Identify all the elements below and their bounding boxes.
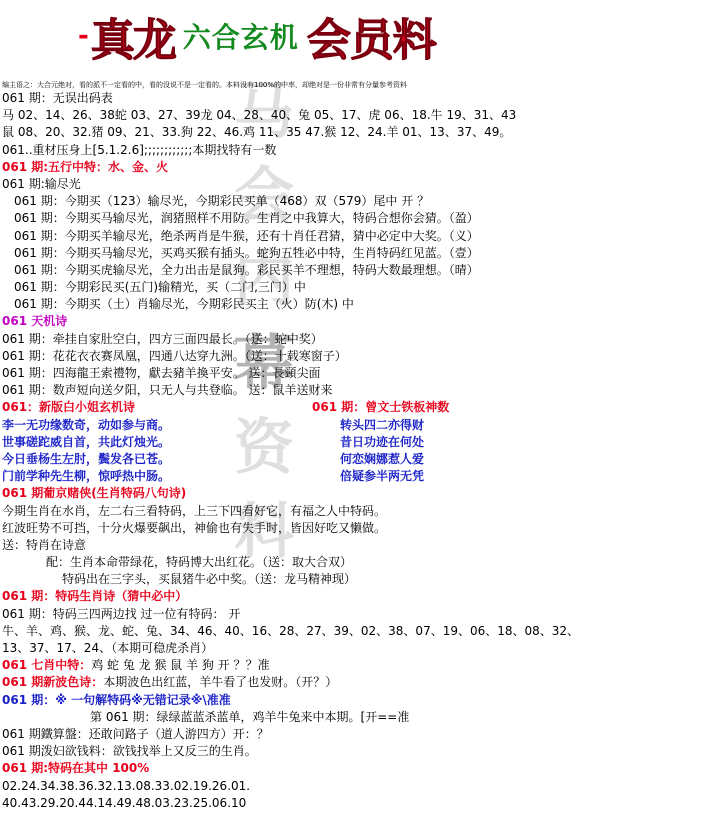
line-text: 本期波色出红蓝，羊牛看了也发财。（开？） bbox=[103, 675, 338, 690]
watermark-char: 内 bbox=[234, 245, 294, 315]
section-heading: 061 期新波色诗： bbox=[2, 675, 104, 690]
title-dash: - bbox=[78, 21, 89, 51]
line: 061 期：今期买（土）肖输尽光，今期彩民买主（火）防(木) 中 bbox=[14, 297, 354, 312]
line: 061 期：四海龍王索禮物，獻去豬羊換平安。 送：長頸尖面 bbox=[2, 366, 321, 380]
watermark-char: 料 bbox=[234, 497, 294, 567]
line-text: 鸡 蛇 兔 龙 猴 鼠 羊 狗 开 ？？准 bbox=[91, 658, 270, 673]
two-column-line bbox=[0, 451, 720, 468]
watermark-char: 幕 bbox=[234, 329, 294, 399]
title-member: 会员料 bbox=[306, 15, 436, 66]
line: 红波旺势不可挡，十分火爆要飙出，神偷也有失手时，皆因好吃又懒做。 bbox=[2, 520, 387, 535]
line: 送：特肖在诗意 bbox=[2, 537, 87, 552]
content bbox=[0, 80, 720, 812]
section-heading: 061 七肖中特： bbox=[2, 658, 92, 673]
two-column-line bbox=[0, 417, 720, 434]
section-heading: 061 期:五行中特：水、金、火 bbox=[2, 159, 169, 174]
poem-line: 何恋娴娜惹人爱 bbox=[340, 451, 425, 466]
line: 061 期：今期买（123）输尽光，今期彩民买单（468）双（579）尾中 开 ？ bbox=[14, 194, 430, 209]
line: 061 期：牵挂自家肚空白，四方三面四最长。（送：蛇中奖） bbox=[2, 331, 323, 346]
two-column-line bbox=[0, 399, 720, 416]
section-heading: 061 期：※ 一句解特码※无错记录※\准准 bbox=[2, 692, 231, 707]
poem-line: 转头四二亦得财 bbox=[340, 417, 425, 432]
line: 061 期：特码三四两边找 过一位有特码： 开 bbox=[2, 606, 241, 621]
line: 061 期：今期买羊输尽光，绝杀两肖是牛猴，还有十肖任君猜，猜中必定中大奖。（义） bbox=[14, 228, 479, 243]
section-heading: 061 期葡京赌侠(生肖特码八句诗) bbox=[2, 486, 187, 501]
two-column-line bbox=[0, 434, 720, 451]
section-heading: 061：新版白小姐玄机诗 bbox=[2, 400, 136, 415]
poem-line: 门前学种先生柳，惊呼热中肠。 bbox=[2, 469, 171, 484]
disclaimer-note: 编主语之：大合元绝对，看的派不一定看的中，看的没说不是一定看的。本料没有100%的中率，却绝对是一份非常有分量参考资料 bbox=[2, 81, 408, 89]
line bbox=[0, 657, 720, 674]
poem-line: 倍疑参半两无凭 bbox=[340, 469, 425, 484]
page-title bbox=[78, 4, 436, 68]
line: 鼠 08、20、32.猪 09、21、33.狗 22、46.鸡 11、35 47.猴 12、24.羊 01、13、37、49。 bbox=[2, 125, 512, 140]
line: 061 期泼妇欲钱料：欲钱找举上又反三的生肖。 bbox=[2, 744, 257, 759]
line: 061 期：今期买虎输尽光，全力出击是鼠狗。彩民买羊不理想，特码大数最理想。（晴） bbox=[14, 262, 479, 277]
line: 061 期：花花衣衣赛凤凰，四通八达穿九洲。（送：十载寒窗子） bbox=[2, 348, 347, 363]
watermark-char: 马 bbox=[234, 77, 294, 147]
poem-line: 昔日功迹在何处 bbox=[340, 434, 425, 449]
line: 今期生肖在水肖，左二右三看特码，上三下四看好它，有福之人中特码。 bbox=[2, 503, 387, 518]
title-main: 真龙 bbox=[90, 15, 175, 66]
line: 061 期鐵算盤：还敢问路子（道人游四方）开：？ bbox=[2, 726, 269, 741]
line: 02.24.34.38.36.32.13.08.33.02.19.26.01. bbox=[2, 778, 251, 793]
poem-line: 今日垂杨生左肘，鬓发各已苍。 bbox=[2, 451, 171, 466]
line: 第 061 期：绿绿蓝蓝杀蓝单，鸡羊牛兔来中本期。[开==准 bbox=[90, 709, 410, 724]
line: 061 期：数声短向送夕阳，只无人与共登临。 送：鼠羊送财来 bbox=[2, 383, 333, 398]
line bbox=[0, 674, 720, 691]
watermark-char: 资 bbox=[234, 413, 294, 483]
line: 061 期：今期买马输尽光，润猪照样不用防。生肖之中我算大，特码合想你会猜。（盈） bbox=[14, 211, 479, 226]
line: 40.43.29.20.44.14.49.48.03.23.25.06.10 bbox=[2, 795, 247, 810]
line: 马 02、14、26、38蛇 03、27、39龙 04、28、40、兔 05、17、虎 06、18.牛 19、31、43 bbox=[2, 108, 517, 123]
section-heading: 061 期：曾文士铁板神数 bbox=[312, 400, 450, 415]
line: 061 期：今期彩民买(五门)输精光，买（二门,三门）中 bbox=[14, 280, 306, 295]
poem-line: 世事磋跎威自首，共此灯烛光。 bbox=[2, 434, 171, 449]
line: 061 期：无误出码表 bbox=[2, 91, 113, 105]
title-mid: 六合玄机 bbox=[182, 21, 299, 54]
poem-line: 李一无功缘数奇，动如参与商。 bbox=[2, 417, 171, 432]
line: 061..重材压身上[5.1.2.6];;;;;;;;;;;;本期找特有一数 bbox=[2, 142, 277, 157]
line: 牛、羊、鸡、猴、龙、蛇、兔、34、46、40、16、28、27、39、02、38、07、19、06、18、08、32、 bbox=[2, 623, 580, 638]
section-heading: 061 期:特码在其中 100% bbox=[2, 761, 150, 776]
section-heading: 061 天机诗 bbox=[2, 314, 68, 329]
two-column-line bbox=[0, 468, 720, 485]
line: 特码出在三字头，买鼠猪牛必中奖。（送：龙马精神现） bbox=[62, 572, 357, 587]
line: 061 期:输尽光 bbox=[2, 176, 81, 191]
line: 13、37、17、24、（本期可稳虎杀肖） bbox=[2, 641, 214, 655]
section-heading: 061 期：特码生肖诗（猜中必中） bbox=[2, 589, 188, 604]
watermark-char: 会 bbox=[234, 161, 294, 231]
line: 配：生肖本命带绿花，特码博大出红花。（送：取大合双） bbox=[46, 555, 353, 570]
line: 061 期：今期买马输尽光，买鸡买猴有插头。蛇狗五牲必中特，生肖特码红见蓝。（壹） bbox=[14, 245, 479, 260]
